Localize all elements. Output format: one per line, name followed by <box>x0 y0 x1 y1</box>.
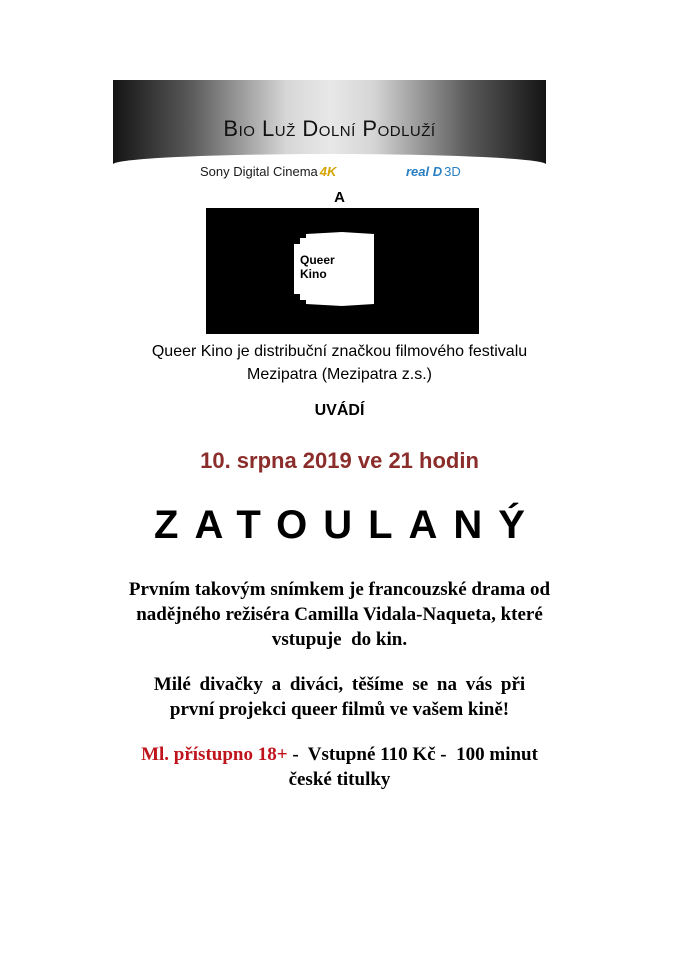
description-line: Queer Kino je distribuční značkou filmového festivalu <box>151 343 528 360</box>
presents-label: UVÁDÍ <box>314 402 365 419</box>
queer-word: Queer <box>300 253 335 267</box>
price-duration: - Vstupné 110 Kč - 100 minut <box>287 744 538 765</box>
film-description-line: Prvním takovým snímkem je francouzské drama od <box>128 579 551 600</box>
audience-greeting <box>60 672 619 722</box>
technology-logos <box>200 164 490 184</box>
queer-kino-logo-panel <box>206 208 479 334</box>
screening-info <box>40 742 639 792</box>
film-description-line: vstupuje do kin. <box>271 629 408 650</box>
distribution-description <box>60 340 619 386</box>
reald-3d-logo <box>406 164 461 179</box>
queer-kino-wordmark <box>300 253 335 281</box>
screening-info-line <box>40 742 639 767</box>
reald-text: real D <box>406 164 443 179</box>
sony-4k-text: 4K <box>319 164 337 179</box>
description-line: Mezipatra (Mezipatra z.s.) <box>247 366 432 383</box>
greeting-line: první projekci queer filmů ve vašem kině! <box>169 699 510 720</box>
cinema-name: Bio Luž Dolní Podluží <box>223 116 436 141</box>
reald-3d-text: 3D <box>444 164 461 179</box>
age-rating: Ml. přístupno 18+ <box>141 744 288 765</box>
subtitles-note: české titulky <box>288 769 391 790</box>
sony-digital-cinema-logo <box>200 164 336 179</box>
screening-date: 10. srpna 2019 ve 21 hodin <box>200 448 479 473</box>
sony-text: Sony Digital Cinema <box>200 164 318 179</box>
film-description-line: nadějného režiséra Camilla Vidala-Naqueta, které <box>136 604 543 625</box>
film-description <box>60 577 619 652</box>
film-title: ZATOULANÝ <box>154 503 541 547</box>
greeting-line: Milé divačky a diváci, těšíme se na vás při <box>153 674 526 695</box>
kino-word: Kino <box>300 267 327 281</box>
connector-text: A <box>334 189 345 206</box>
